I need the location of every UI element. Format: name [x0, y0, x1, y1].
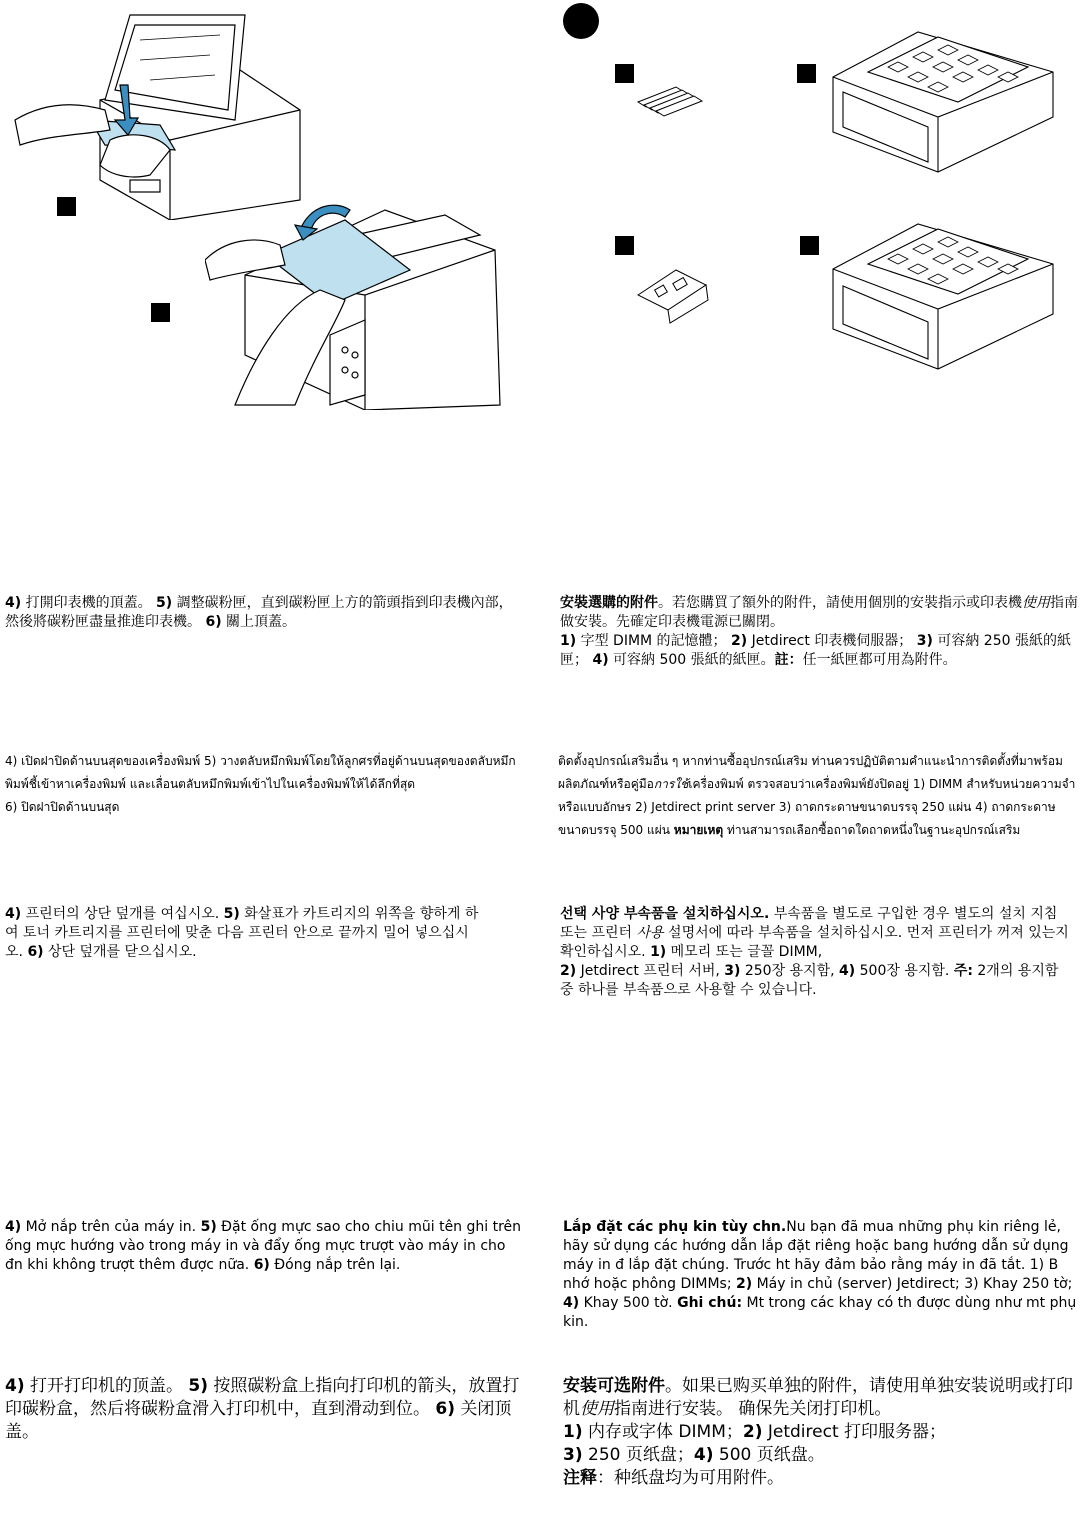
accessory-marker-4	[800, 236, 819, 255]
accessory-marker-3	[615, 236, 634, 255]
step-circle-7	[563, 3, 599, 39]
step-marker-6	[151, 303, 170, 322]
ko-right-instructions: 선택 사양 부속품을 설치하십시오. 부속품을 별도로 구입한 경우 별도의 설치 지침 또는 프린터 사용 설명서에 따라 부속품을 설치하십시오. 먼저 프린터가 꺼져 있는지 확인하십시오. 1) 메모리 또는 글꼴 DIMM, 2) Jetdirect 프린터 서버, 3) 250장 용지함, 4) 500장 용지함. 주: 2개의 용지함 중 하나를 부속품으로 사용할 수 있습니다.	[560, 906, 1069, 998]
th-left-instructions: 4) เปิดฝาปิดด้านบนสุดของเครื่องพิมพ์ 5) วางตลับหมึกพิมพ์โดยให้ลูกศรที่อยู่ด้านบนสุดของตลับหมึกพิมพ์ชี้เข้าหาเครื่องพิมพ์ และเลื่อนตลับหมึกพิมพ์เข้าไปในเครื่องพิมพ์ให้ได้ลึกที่สุด 6) ปิดฝาปิดด้านบนสุด	[5, 754, 516, 814]
zh-cn-right-instructions: 安装可选附件。如果已购买单独的附件，请使用单独安装说明或打印机使用指南进行安装。 确保先关闭打印机。 1) 内存或字体 DIMM；2) Jetdirect 打印服务器； 3) 250 页纸盘；4) 500 页纸盘。 注释：种纸盘均为可用附件。	[563, 1376, 1073, 1488]
zh-tw-right-instructions: 安裝選購的附件。若您購買了額外的附件，請使用個別的安裝指示或印表機使用指南做安裝。先確定印表機電源已關閉。 1) 字型 DIMM 的記憶體； 2) Jetdirect 印表機伺服器； 3) 可容納 250 張紙的紙匣； 4) 可容納 500 張紙的紙匣。註：任一紙匣都可用為附件。	[560, 595, 1078, 668]
printer-close-cover-illustration	[205, 195, 505, 410]
vi-right-instructions: Lắp đặt các phụ kin tùy chn.Nu bạn đã mua những phụ kin riêng lẻ, hãy sử dụng các hướng dẫn lắp đặt riêng hoặc bang hướng dẫn sử dụng máy in đ lắp đặt chúng. Trước ht hãy đảm bảo rằng máy in đã tắt. 1) B nhớ hoặc phông DIMMs; 2) Máy in chủ (server) Jetdirect; 3) Khay 250 tờ; 4) Khay 500 tờ. Ghi chú: Mt trong các khay có th được dùng như mt phụ kin.	[563, 1219, 1077, 1330]
zh-cn-left-instructions: 4) 打开打印机的顶盖。 5) 按照碳粉盒上指向打印机的箭头，放置打印碳粉盒，然后将碳粉盒滑入打印机中，直到滑动到位。 6) 关闭顶盖。	[5, 1376, 520, 1442]
dimm-memory-illustration	[636, 82, 711, 117]
step-marker-5	[57, 197, 76, 216]
th-right-instructions: ติดตั้งอุปกรณ์เสริมอื่น ๆ หากท่านซื้ออุปกรณ์เสริม ท่านควรปฏิบัติตามคำแนะนำการติดตั้งที่มาพร้อมผลิตภัณฑ์หรือคู่มือการใช้เครื่องพิมพ์ ตรวจสอบว่าเครื่องพิมพ์ยังปิดอยู่ 1) DIMM สำหรับหน่วยความจำหรือแบบอักษร 2) Jetdirect print server 3) ถาดกระดาษขนาดบรรจุ 250 แผ่น 4) ถาดกระดาษขนาดบรรจุ 500 แผ่น หมายเหตุ ท่านสามารถเลือกซื้อถาดใดถาดหนึ่งในฐานะอุปกรณ์เสริม	[558, 754, 1076, 837]
zh-tw-left-instructions: 4) 打開印表機的頂蓋。 5) 調整碳粉匣，直到碳粉匣上方的箭頭指到印表機內部，然後將碳粉匣盡量推進印表機。 6) 關上頂蓋。	[5, 595, 513, 630]
vi-left-instructions: 4) Mở nắp trên của máy in. 5) Đặt ống mực sao cho chiu mũi tên ghi trên ống mực hướng vào trong máy in và đẩy ống mực trượt vào máy in cho đn khi không trượt thêm được nữa. 6) Đóng nắp trên lại.	[5, 1219, 522, 1273]
accessory-marker-2	[797, 64, 816, 83]
tray-500-illustration	[828, 214, 1058, 372]
printer-open-cover-illustration	[10, 10, 310, 220]
tray-250-illustration	[828, 22, 1058, 177]
jetdirect-card-illustration	[636, 265, 711, 325]
ko-left-instructions: 4) 프린터의 상단 덮개를 여십시오. 5) 화살표가 카트리지의 위쪽을 향하게 하여 토너 카트리지를 프린터에 맞춘 다음 프린터 안으로 끝까지 밀어 넣으십시오. 6) 상단 덮개를 닫으십시오.	[5, 906, 479, 960]
accessory-marker-1	[615, 64, 634, 83]
